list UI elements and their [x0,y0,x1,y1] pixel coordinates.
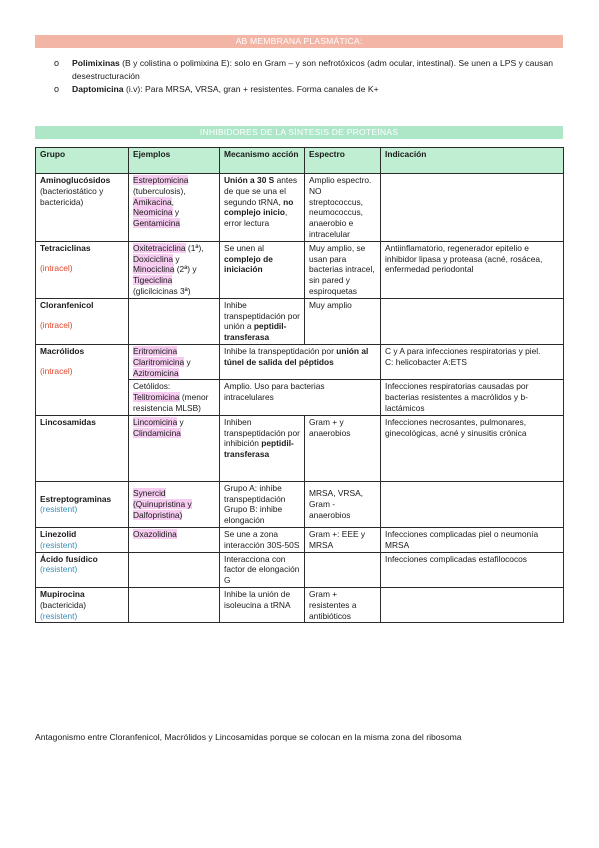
indication-cell: Infecciones complicadas estafilococos [381,552,564,587]
mechanism-cell [220,415,305,481]
indication-cell: Infecciones respiratorias causadas por bacterias resistentes a macrólidos y b-lactámicos [381,380,564,415]
protein-synthesis-section-banner: INHIBIDORES DE LA SÍNTESIS DE PROTEÍNAS [35,126,563,139]
drug-name: (Quinupristina y Dalfopristina) [133,498,192,520]
group-note: (intracel) [40,319,73,330]
group-note: (resistent) [40,504,78,515]
table-row [36,174,564,242]
mechanism-cell [220,241,305,298]
bullet-circle-icon: o [54,58,60,68]
mechanism-bold: peptidil-transferasa [224,321,287,343]
drug-note: (glicilcicinas 3ª) [133,285,191,296]
indication-text: C y A para infecciones respiratorias y piel. [385,345,541,356]
examples-cell [129,587,220,622]
group-name: Aminoglucósidos [40,175,111,185]
mechanism-cell: Interacciona con factor de elongación G [220,552,305,587]
drug-connector: y [172,207,180,218]
drug-connector: y [184,356,191,367]
group-cell [36,552,129,587]
drug-name: Tigeciclina [133,275,173,286]
group-name: Linezolid [40,528,77,539]
indication-cell [381,344,564,379]
mechanism-bold: complejo de iniciación [224,253,273,275]
header-grupo: Grupo [36,148,129,174]
indication-cell [381,174,564,242]
group-name: Cloranfenicol [40,299,94,310]
spectrum-cell: Muy amplio, se usan para bacterias intracel, sin pared y espiroquetas [305,241,381,298]
drug-note: y [173,253,180,264]
table-row [36,552,564,587]
drug-name: Oxazolidina [133,528,177,539]
mechanism-text: , error lectura [224,207,288,229]
mechanism-bold: Unión a 30 S [224,175,275,185]
drug-connector: y [177,416,184,427]
mechanism-bold: no complejo inicio [224,196,294,218]
drug-name: Azitromicina [133,367,179,378]
examples-cell [129,298,220,344]
mechanism-cell [220,344,381,379]
protein-synthesis-table [35,147,564,623]
drug-note: (tuberculosis), [133,185,186,196]
group-cell [36,174,129,242]
membrane-bullet-list [52,57,567,97]
group-note: (bactericida) [40,599,87,610]
bullet-text: (B y colistina o polimixina E): solo en Gram – y son nefrotóxicos (adm ocular, intestinal). Se unen a LPS y causan desestructuración [72,58,554,81]
indication-cell: Infecciones necrosantes, pulmonares, ginecológicas, acné y sinusitis crónica [381,415,564,481]
header-ejemplos: Ejemplos [129,148,220,174]
indication-cell: Antiinflamatorio, regenerador epitelio e inhibidor lipasa y proteasa (acné, rosácea, enfermedad periodontal [381,241,564,298]
group-cell [36,344,129,415]
drug-name: Amikacina [133,196,172,207]
drug-name: Doxiciclina [133,253,174,264]
group-name: Ácido fusídico [40,553,98,564]
bullet-text: (i.v): Para MRSA, VRSA, gran + resistentes. Forma canales de K+ [123,84,379,95]
bullet-title: Polimixinas [72,58,120,68]
group-name: Lincosamidas [40,416,96,427]
header-indicacion: Indicación [381,148,564,174]
examples-cell [129,344,220,379]
drug-note: (1ª), [185,242,204,253]
indication-cell [381,587,564,622]
drug-name: Eritromicina [133,345,178,356]
drug-note: (menor resistencia MLSB) [133,392,209,413]
group-cell [36,298,129,344]
examples-cell [129,415,220,481]
group-name: Estreptograminas [40,493,112,504]
drug-name: Oxitetraciclina [133,242,186,253]
drug-label: Cetólidos: [133,381,171,392]
mechanism-cell [220,298,305,344]
mechanism-cell: Inhibe la unión de isoleucina a tRNA [220,587,305,622]
drug-note: (2ª) y [174,264,197,275]
examples-cell [129,380,220,415]
spectrum-cell: Gram + resistentes a antibióticos [305,587,381,622]
mechanism-text: Inhibe la transpeptidación por [224,345,337,356]
group-note: (resistent) [40,539,78,550]
drug-name: Gentamicina [133,218,181,229]
drug-name: Telitromicina [133,392,180,403]
table-row [36,241,564,298]
spectrum-cell: Muy amplio [305,298,381,344]
drug-name: Synercid [133,488,166,499]
group-cell [36,587,129,622]
bullet-title: Daptomicina [72,84,124,95]
drug-name: Minociclina [133,264,175,275]
drug-name: Neomicina [133,207,173,218]
mechanism-text: Se unen al [224,242,265,253]
group-note: (intracel) [40,365,73,376]
group-note: (bacteriostático y bactericida) [40,185,104,207]
table-row [36,415,564,481]
group-cell [36,415,129,481]
mechanism-text: Inhiben transpeptidación por inhibición [224,416,300,449]
drug-name: Clindamicina [133,427,181,438]
spectrum-cell: MRSA, VRSA, Gram - anaerobios [305,481,381,527]
table-row [36,298,564,344]
group-name: Macrólidos [40,345,85,356]
mechanism-bold: unión al túnel de salida del péptidos [224,345,369,367]
examples-cell: Estreptomicina (tuberculosis), Amikacina, Neomicina y Gentamicina [129,174,220,242]
group-note: (intracel) [40,262,73,273]
spectrum-cell: Amplio espectro. NO streptococcus, neumococcus, anaerobio e intracelular [305,174,381,242]
mechanism-cell: Amplio. Uso para bacterias intracelulares [220,380,381,415]
table-row [36,527,564,552]
membrane-section-banner: AB MEMBRANA PLASMÁTICA: [35,35,563,48]
indication-cell [381,298,564,344]
examples-cell [129,241,220,298]
header-mecanismo: Mecanismo acción [220,148,305,174]
drug-name: Lincomicina [133,416,178,427]
mechanism-cell: Se une a zona interacción 30S-50S [220,527,305,552]
group-note: (resistent) [40,564,78,575]
mechanism-cell: Grupo A: inhibe transpeptidación Grupo B: inhibe elongación [220,481,305,527]
indication-text: C: helicobacter A:ETS [385,356,467,367]
mechanism-bold: peptidil-transferasa [224,438,294,460]
drug-name: Claritromicina [133,356,185,367]
group-name: Mupirocina [40,588,85,599]
header-espectro: Espectro [305,148,381,174]
examples-cell [129,552,220,587]
drug-name: Estreptomicina [133,175,189,185]
indication-cell: Infecciones complicadas piel o neumonía MRSA [381,527,564,552]
table-row [36,481,564,527]
mechanism-text: antes de que se una el segundo tRNA, [224,175,298,207]
spectrum-cell: Gram +: EEE y MRSA [305,527,381,552]
examples-cell [129,527,220,552]
indication-cell [381,481,564,527]
group-name: Tetraciclinas [40,242,91,253]
bullet-circle-icon: o [54,84,60,95]
spectrum-cell: Gram + y anaerobios [305,415,381,481]
table-row [36,344,564,379]
table-row [36,587,564,622]
group-cell [36,481,129,527]
spectrum-cell [305,552,381,587]
mechanism-cell [220,174,305,242]
bullet-polimixinas [52,57,567,82]
mechanism-text: Inhibe transpeptidación por unión a [224,299,300,332]
examples-cell [129,481,220,527]
bullet-daptomicina [52,83,567,96]
group-cell [36,527,129,552]
antagonism-note: Antagonismo entre Cloranfenicol, Macrólidos y Lincosamidas porque se colocan en la misma zona del ribosoma [35,732,462,742]
group-note: (resistent) [40,610,78,621]
table-header-row [36,148,564,174]
group-cell [36,241,129,298]
